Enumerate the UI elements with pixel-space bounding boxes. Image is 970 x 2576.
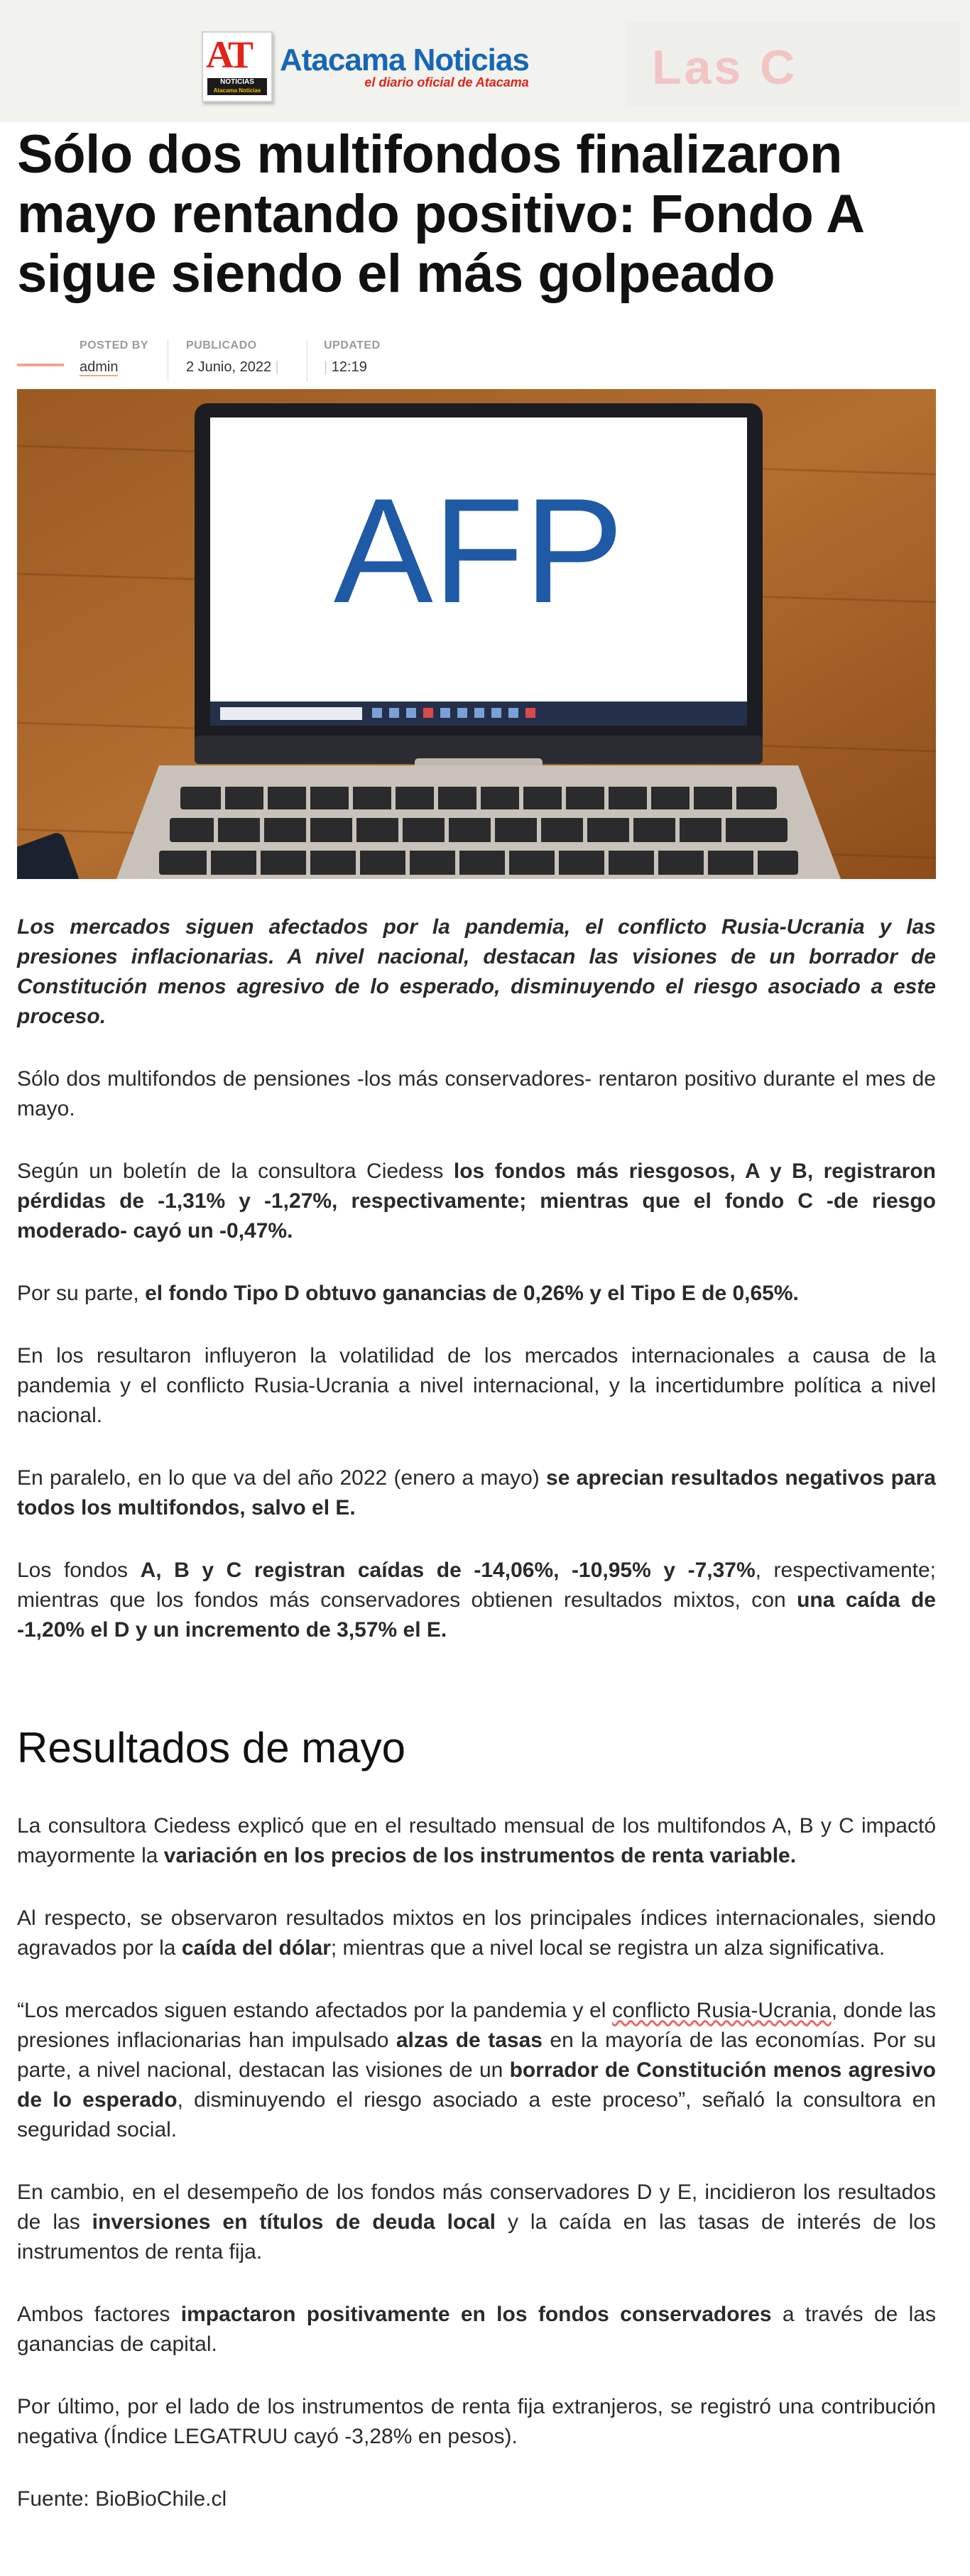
site-header: [0, 0, 970, 122]
text-run: a través de las ganancias de capital.: [17, 2303, 937, 2356]
text-run: Al respecto, se observaron resultados mixtos en los principales índices internacionales, siendo agravados por la: [17, 1906, 936, 1960]
site-name: Atacama Noticias: [280, 42, 529, 77]
text-run: “Los mercados siguen estando afectados por la pandemia y el: [17, 1999, 613, 2022]
updated-time: 12:19: [331, 359, 367, 375]
author-link[interactable]: admin: [80, 359, 119, 375]
bold-text: inversiones en títulos de deuda local: [92, 2210, 496, 2234]
text-run: en la mayoría de las economías. Por su parte, a nivel nacional, destacan las visiones de un: [17, 2029, 936, 2082]
date-separator: |: [275, 359, 279, 375]
article-header: [17, 122, 936, 385]
text-run: Los fondos: [17, 1559, 141, 1582]
article-paragraph: Sólo dos multifondos de pensiones -los más conservadores- rentaron positivo durante el mes de mayo.: [17, 1067, 936, 1120]
article-paragraph: [17, 1463, 936, 1523]
header-ad-text: Las C: [652, 40, 798, 94]
text-run: Según un boletín de la consultora Ciedess: [17, 1159, 454, 1183]
article-paragraph: [17, 2178, 936, 2267]
meta-updated: [324, 339, 381, 376]
published-date: 2 Junio, 2022: [186, 359, 272, 375]
article-paragraph: En los resultaron influyeron la volatilidad de los mercados internacionales a causa de la pandemia y el conflicto Rusia-Ucrania a nivel internacional, y la incertidumbre política a nivel nacional.: [17, 1344, 936, 1427]
article-paragraph: Por último, por el lado de los instrumentos de renta fija extranjeros, se registró una contribución negativa (Índice LEGATRUU cayó -3,28% en pesos).: [17, 2395, 936, 2448]
article-body: [17, 912, 936, 2547]
meta-accent-bar: [17, 364, 64, 366]
article-meta: [17, 328, 936, 385]
bold-text: A, B y C registran caídas de -14,06%, -10,95% y -7,37%: [140, 1559, 756, 1582]
spellcheck-text: conflicto Rusia-Ucrania: [612, 1999, 832, 2022]
bold-text: los fondos más riesgosos, A y B, registraron pérdidas de -1,31% y -1,27%, respectivamente; mientras que el fondo C -de riesgo moderado- cayó un -0,47%.: [17, 1159, 936, 1243]
time-separator: |: [324, 359, 328, 375]
published-label: PUBLICADO: [186, 339, 257, 351]
bold-text: alzas de tasas: [396, 2029, 543, 2052]
site-tagline: el diario oficial de Atacama: [364, 75, 529, 89]
text-run: , disminuyendo el riesgo asociado a este proceso”, señaló la consultora en seguridad social.: [17, 2088, 936, 2141]
updated-label: UPDATED: [324, 339, 381, 351]
text-run: En cambio, en el desempeño de los fondos más conservadores D y E, incidieron los resultados de las: [17, 2181, 936, 2234]
text-run: ; mientras que a nivel local se registra un alza significativa.: [330, 1936, 885, 1960]
meta-published: [186, 339, 279, 376]
logo-mark: [202, 31, 273, 102]
article-paragraph: [17, 1996, 936, 2145]
posted-by-label: POSTED BY: [80, 339, 148, 351]
text-run: y la caída en las tasas de interés de los instrumentos de renta fija.: [17, 2210, 936, 2264]
text-run: Ambos factores: [17, 2303, 181, 2326]
article-paragraph: [17, 1811, 936, 1871]
article-paragraph: [17, 1556, 936, 1645]
screen-afp-text: AFP: [333, 467, 624, 634]
logo-mark-band: NOTICIAS Atacama Noticias: [207, 78, 267, 95]
bold-text: caída del dólar: [181, 1936, 331, 1960]
meta-author: [80, 339, 148, 376]
article-paragraph: [17, 1904, 936, 1963]
text-run: En paralelo, en lo que va del año 2022 (enero a mayo): [17, 1466, 547, 1490]
article-paragraph: [17, 1279, 936, 1309]
bold-text: variación en los precios de los instrumentos de renta variable.: [163, 1844, 797, 1867]
hero-image: [17, 389, 936, 879]
bold-text: se aprecian resultados negativos para todos los multifondos, salvo el E.: [17, 1466, 936, 1519]
article-paragraph: [17, 1157, 936, 1246]
logo-mark-letters: AT: [206, 33, 251, 76]
header-ad-banner[interactable]: [626, 21, 960, 107]
site-logo[interactable]: [202, 31, 529, 102]
article-lead: Los mercados siguen afectados por la pandemia, el conflicto Rusia-Ucrania y las presiones inflacionarias. A nivel nacional, destacan las visiones de un borrador de Constitución menos agresivo de lo esperado, disminuyendo el riesgo asociado a este proceso.: [17, 915, 936, 1028]
article-source: Fuente: BioBioChile.cl: [17, 2487, 227, 2511]
text-run: Por su parte,: [17, 1282, 146, 1305]
article-paragraph: [17, 2300, 936, 2359]
text-run: , donde las presiones inflacionarias han impulsado: [17, 1999, 936, 2052]
text-run: , respectivamente; mientras que los fondos más conservadores obtienen resultados mixtos, con: [17, 1559, 936, 1612]
bold-text: el fondo Tipo D obtuvo ganancias de 0,26% y el Tipo E de 0,65%.: [145, 1282, 799, 1305]
text-run: La consultora Ciedess explicó que en el resultado mensual de los multifondos A, B y C impactó mayormente la: [17, 1814, 936, 1867]
article-title: Sólo dos multifondos finalizaron mayo rentando positivo: Fondo A sigue siendo el más golpeado: [17, 124, 863, 304]
laptop-illustration: [17, 389, 936, 879]
bold-text: impactaron positivamente en los fondos conservadores: [180, 2303, 772, 2326]
bold-text: borrador de Constitución menos agresivo de lo esperado: [17, 2058, 937, 2112]
section-heading: Resultados de mayo: [17, 1724, 405, 1772]
bold-text: una caída de -1,20% el D y un incremento de 3,57% el E.: [17, 1588, 936, 1642]
logo-text: [280, 44, 529, 90]
